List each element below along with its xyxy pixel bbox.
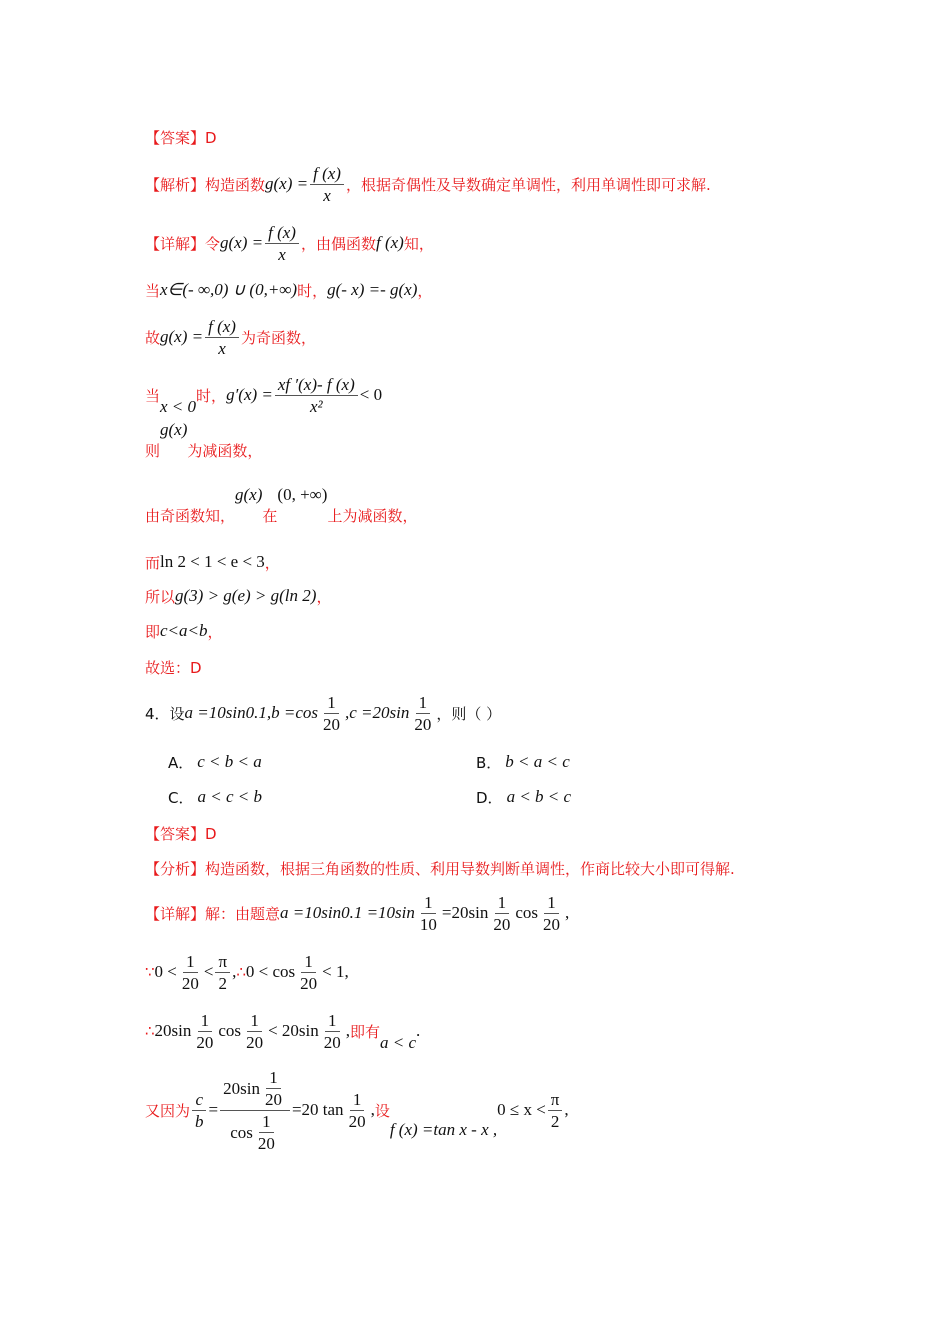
text-segment: 上为减函数， [327, 506, 418, 525]
math-segment: g(x) = [265, 174, 309, 193]
text-segment: 则 [145, 441, 161, 460]
math-segment: , [565, 903, 570, 922]
text-segment: 故 [145, 328, 161, 347]
numerator [350, 1089, 365, 1111]
numerator [247, 1010, 262, 1032]
fraction [346, 1089, 369, 1132]
text-segment: 又因为 [145, 1101, 191, 1120]
math-segment: 1 [327, 692, 336, 712]
text-segment: 当 [145, 386, 161, 405]
numerator [325, 1010, 340, 1032]
math-segment: π [218, 951, 228, 971]
math-segment: , [564, 1100, 569, 1119]
fraction [179, 951, 202, 994]
option-b[interactable] [476, 752, 570, 773]
math-segment: < 0 [359, 385, 383, 404]
text-segment: ∴ [145, 1022, 155, 1040]
math-segment: 20 [323, 1032, 341, 1052]
numerator [548, 1089, 563, 1111]
math-segment: < 1, [322, 962, 349, 981]
text-segment: ， [264, 553, 280, 572]
fraction [265, 222, 299, 265]
numerator [301, 951, 316, 973]
option-a[interactable] [168, 752, 262, 773]
math-segment: 1 [304, 951, 313, 971]
text-segment: 当 [145, 281, 161, 300]
math-segment: f (x) =tan x - x , [389, 1120, 498, 1139]
numerator [324, 692, 339, 714]
math-segment: g(3) > g(e) > g(ln 2) [175, 586, 317, 605]
denominator [297, 973, 320, 994]
math-segment: 20 [181, 973, 199, 993]
math-segment: 20 [493, 914, 511, 934]
math-segment: 0 ≤ x < [497, 1100, 546, 1119]
fraction [192, 1089, 207, 1132]
math-segment: a =10sin0.1,b =cos [184, 703, 318, 722]
math-segment: 20 [196, 1032, 214, 1052]
numerator [183, 951, 198, 973]
denominator [255, 1133, 278, 1154]
math-segment: 20 [414, 714, 432, 734]
denominator [243, 1032, 266, 1053]
text-segment: 故选：D [145, 658, 202, 677]
text-segment: 所以 [145, 587, 176, 606]
numerator [265, 222, 299, 244]
numerator [495, 892, 510, 914]
math-segment: f (x) [375, 233, 404, 252]
math-segment: ln 2 < 1 < e < 3 [160, 552, 265, 571]
math-segment: f (x) [268, 222, 296, 242]
numerator [421, 892, 436, 914]
text-segment: 即有 [350, 1022, 381, 1041]
option-label: B． [476, 753, 502, 772]
fraction [215, 951, 230, 994]
math-segment: g(- x) =- g(x) [327, 280, 418, 299]
math-segment: 20 [300, 973, 318, 993]
denominator [490, 914, 513, 935]
math-segment: 2 [550, 1111, 560, 1131]
math-segment: 1 [269, 1067, 278, 1087]
math-segment: g(x) = [220, 233, 264, 252]
option-label: C． [168, 788, 194, 807]
math-segment: 1 [352, 1089, 362, 1109]
math-segment: 20 [264, 1089, 282, 1109]
text-segment: 而 [145, 553, 161, 572]
text-segment: 【分析】构造函数，根据三角函数的性质、利用导数判断单调性，作商比较大小即可得解. [145, 859, 735, 878]
math-segment: 1 [418, 692, 428, 712]
math-segment: π [550, 1089, 560, 1109]
math-segment: . [416, 1021, 421, 1040]
text-segment: 为减函数， [187, 441, 263, 460]
text-segment: ∵ [145, 963, 155, 981]
fraction [243, 1010, 266, 1053]
math-segment: 10 [419, 914, 437, 934]
math-segment: cos [515, 903, 538, 922]
numerator [220, 1067, 290, 1111]
math-segment: , [370, 1100, 375, 1119]
math-segment: x [323, 185, 331, 205]
math-segment: c [195, 1089, 204, 1109]
text-segment: 为奇函数， [240, 328, 316, 347]
denominator [540, 914, 563, 935]
numerator [205, 316, 239, 338]
math-segment: < [203, 962, 214, 981]
denominator [179, 973, 202, 994]
text-segment: 【详解】令 [145, 234, 221, 253]
fraction [490, 892, 513, 935]
text-segment: ，根据奇偶性及导数确定单调性，利用单调性即可求解. [345, 175, 711, 194]
text-segment: 【详解】解：由题意 [145, 904, 281, 923]
math-segment: ,c =20sin [345, 703, 410, 722]
math-segment: cos [218, 1021, 242, 1040]
math-segment: = [208, 1100, 219, 1119]
math-segment: 1 [262, 1111, 271, 1131]
math-segment: g(x) [235, 485, 263, 504]
text-segment: 时， [196, 386, 227, 405]
numerator [275, 374, 358, 396]
denominator [193, 1032, 216, 1053]
math-segment: cos [230, 1122, 253, 1142]
math-segment: xf ′(x)- f (x) [277, 374, 355, 394]
text-segment: 即 [145, 622, 161, 641]
denominator [307, 396, 326, 417]
denominator [548, 1111, 563, 1132]
fraction [255, 1111, 278, 1154]
option-label: A． [168, 753, 194, 772]
text-segment: ， [207, 622, 223, 641]
math-segment: 1 [186, 951, 195, 971]
math-segment: g(x) [160, 420, 188, 439]
fraction [275, 374, 358, 417]
math-segment: 0 < cos [245, 962, 296, 981]
numerator [310, 163, 344, 185]
text-segment: ， [316, 587, 332, 606]
denominator [411, 714, 434, 735]
math-segment: 1 [250, 1010, 259, 1030]
math-segment: x [278, 244, 286, 264]
denominator [215, 338, 229, 359]
math-segment: 20 [323, 714, 340, 734]
math-segment: f (x) [208, 316, 236, 336]
denominator [192, 1111, 207, 1132]
fraction [320, 692, 343, 735]
numerator [266, 1067, 281, 1089]
denominator [320, 714, 343, 735]
math-segment: c<a<b [160, 621, 208, 640]
math-segment: 20sin [223, 1078, 260, 1098]
option-value: c < b < a [197, 752, 262, 771]
option-value: a < b < c [506, 787, 572, 806]
math-segment: , [232, 962, 237, 981]
text-segment: 【答案】D [145, 128, 217, 147]
fraction [297, 951, 320, 994]
math-segment: g′(x) = [226, 385, 273, 404]
text-segment: ， [417, 281, 433, 300]
fraction [540, 892, 563, 935]
denominator [216, 973, 231, 994]
math-segment: (0, +∞) [277, 485, 328, 504]
text-segment: ∴ [236, 963, 246, 981]
math-segment: g(x) = [160, 327, 204, 346]
text-segment: 时， [297, 281, 328, 300]
math-segment: 1 [328, 1010, 337, 1030]
fraction [411, 692, 434, 735]
denominator [320, 185, 334, 206]
option-value: b < a < c [505, 752, 570, 771]
text-segment: 知， [403, 234, 434, 253]
denominator [262, 1089, 285, 1110]
numerator [192, 1089, 206, 1111]
fraction [548, 1089, 563, 1132]
fraction [321, 1010, 344, 1053]
math-segment: 2 [218, 973, 228, 993]
fraction [220, 1067, 290, 1154]
text-segment: ，则（ ） [436, 704, 502, 723]
math-segment: < 20sin [268, 1021, 319, 1040]
numerator [544, 892, 559, 914]
text-segment: ，由偶函数 [300, 234, 376, 253]
math-segment: b [195, 1111, 204, 1131]
numerator [416, 692, 431, 714]
math-segment: 1 [424, 892, 433, 912]
text-segment: 由奇函数知， [145, 506, 236, 525]
math-segment: 1 [497, 892, 507, 912]
math-segment: 0 < [154, 962, 177, 981]
math-segment: a < c [380, 1033, 417, 1052]
option-value: a < c < b [197, 787, 262, 806]
fraction [205, 316, 239, 359]
math-segment: x² [309, 396, 323, 416]
denominator [321, 1032, 344, 1053]
math-segment: x [218, 338, 226, 358]
option-c[interactable] [168, 787, 262, 808]
text-segment: 设 [374, 1101, 390, 1120]
option-label: D． [476, 788, 503, 807]
text-segment: 【答案】D [145, 824, 217, 843]
fraction [417, 892, 440, 935]
numerator [215, 951, 230, 973]
math-segment: a =10sin0.1 =10sin [280, 903, 415, 922]
denominator [227, 1111, 283, 1154]
text-segment: 【解析】构造函数 [145, 175, 266, 194]
denominator [346, 1111, 369, 1132]
math-segment: 20 [543, 914, 560, 934]
math-segment: , [345, 1021, 350, 1040]
denominator [275, 244, 289, 265]
option-d[interactable] [476, 787, 571, 808]
math-segment: 20 [246, 1032, 264, 1052]
fraction [310, 163, 344, 206]
text-segment: 4．设 [145, 704, 185, 723]
numerator [198, 1010, 213, 1032]
fraction [193, 1010, 216, 1053]
math-segment: 1 [547, 892, 556, 912]
math-segment: 20 [257, 1133, 275, 1153]
fraction [262, 1067, 285, 1110]
math-segment: 1 [200, 1010, 210, 1030]
math-segment: f (x) [313, 163, 341, 183]
math-segment: x∈(- ∞,0) ∪ (0,+∞) [160, 280, 298, 299]
text-segment: 在 [262, 506, 278, 525]
math-segment: 20sin [154, 1021, 192, 1040]
math-segment: =20 tan [291, 1100, 344, 1119]
numerator [259, 1111, 274, 1133]
math-segment: 20 [348, 1111, 366, 1131]
math-segment: =20sin [441, 903, 489, 922]
denominator [417, 914, 440, 935]
math-segment: x < 0 [160, 397, 197, 416]
